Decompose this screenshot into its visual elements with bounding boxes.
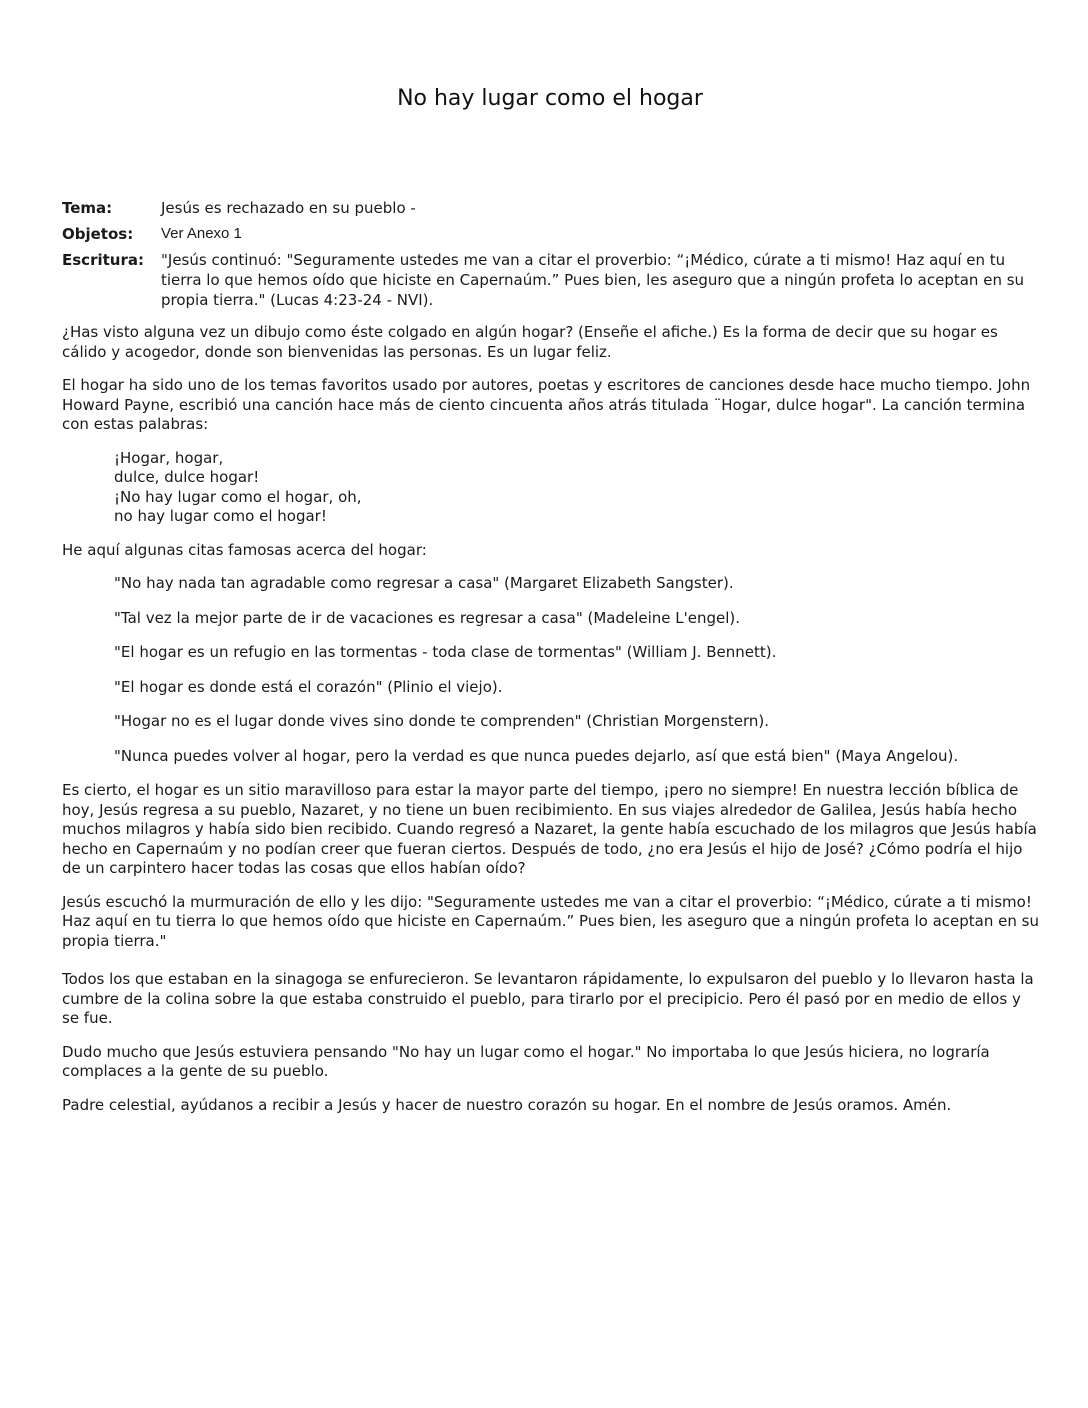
quote-item: "No hay nada tan agradable como regresar a casa" (Margaret Elizabeth Sangster). [114, 574, 734, 592]
song-verse [114, 449, 1042, 527]
quote-item: "El hogar es donde está el corazón" (Plinio el viejo). [114, 677, 503, 696]
quote-item: "Hogar no es el lugar donde vives sino donde te comprenden" (Christian Morgenstern). [114, 712, 770, 730]
paragraph-prayer: Padre celestial, ayúdanos a recibir a Jesús y hacer de nuestro corazón su hogar. En el nombre de Jesús oramos. Amén. [62, 1095, 952, 1114]
tema-label: Tema: [62, 199, 113, 217]
paragraph-synagogue: Todos los que estaban en la sinagoga se enfurecieron. Se levantaron rápidamente, lo expulsaron del pueblo y lo llevaron hasta la cumbre de la colina sobre la que estaba construido el pueblo, para tirarlo por el precipicio. Pero él pasó por en medio de ellos y se fue. [62, 970, 1034, 1027]
quote-item: "Nunca puedes volver al hogar, pero la verdad es que nunca puedes dejarlo, así que está bien" (Maya Angelou). [114, 746, 959, 765]
verse-line: ¡No hay lugar como el hogar, oh, [114, 487, 362, 506]
paragraph-intro: ¿Has visto alguna vez un dibujo como éste colgado en algún hogar? (Enseñe el afiche.) Es la forma de decir que su hogar es cálido y acogedor, donde son bienvenidas las personas. Es un lugar feliz. [62, 323, 998, 361]
page-title: No hay lugar como el hogar [397, 86, 703, 111]
paragraph-quotes-intro: He aquí algunas citas famosas acerca del hogar: [62, 540, 427, 559]
paragraph-story: Es cierto, el hogar es un sitio maravilloso para estar la mayor parte del tiempo, ¡pero no siempre! En nuestra lección bíblica de hoy, Jesús regresa a su pueblo, Nazaret, y no tiene un buen recibimiento. En sus viajes alrededor de Galilea, Jesús había hecho muchos milagros y había sido bien recibido. Cuando regresó a Nazaret, la gente había escuchado de los milagros que Jesús había hecho en Capernaúm y no podían creer que fueran ciertos. Después de todo, ¿no era Jesús el hijo de José? ¿Cómo podría el hijo de un carpintero hacer todas las cosas que ellos habían oído? [62, 781, 1037, 877]
lesson-meta [62, 198, 1042, 316]
meta-row-objetos [62, 224, 1042, 244]
objetos-label: Objetos: [62, 225, 134, 243]
verse-line: dulce, dulce hogar! [114, 468, 260, 486]
meta-row-escritura [62, 250, 1042, 310]
escritura-value: "Jesús continuó: "Seguramente ustedes me van a citar el proverbio: “¡Médico, cúrate a ti mismo! Haz aquí en tu tierra lo que hemos oído que hiciste en Capernaúm.” Pues bien, les aseguro que a ningún profeta lo aceptan en su propia tierra." (Lucas 4:23-24 - NVI). [161, 251, 1025, 309]
paragraph-song-intro: El hogar ha sido uno de los temas favoritos usado por autores, poetas y escritores de canciones desde hace mucho tiempo. John Howard Payne, escribió una canción hace más de ciento cincuenta años atrás titulada ¨Hogar, dulce hogar". La canción termina con estas palabras: [62, 376, 1031, 433]
tema-value: Jesús es rechazado en su pueblo - [161, 199, 416, 217]
quote-item: "Tal vez la mejor parte de ir de vacaciones es regresar a casa" (Madeleine L'engel). [114, 608, 741, 627]
verse-line: ¡Hogar, hogar, [114, 448, 224, 467]
meta-row-tema [62, 198, 1042, 218]
objetos-value: Ver Anexo 1 [161, 225, 242, 242]
paragraph-jesus-reply: Jesús escuchó la murmuración de ello y les dijo: "Seguramente ustedes me van a citar el proverbio: “¡Médico, cúrate a ti mismo! Haz aquí en tu tierra lo que hemos oído que hiciste en Capernaúm.” Pues bien, les aseguro que a ningún profeta lo aceptan en su propia tierra." [62, 892, 1039, 950]
paragraph-reflection: Dudo mucho que Jesús estuviera pensando "No hay un lugar como el hogar." No importaba lo que Jesús hiciera, no lograría complaces a la gente de su pueblo. [62, 1042, 990, 1080]
escritura-label: Escritura: [62, 251, 144, 269]
lesson-body [62, 323, 1042, 1129]
verse-line: no hay lugar como el hogar! [114, 507, 327, 525]
quote-item: "El hogar es un refugio en las tormentas - toda clase de tormentas" (William J. Bennett). [114, 643, 777, 661]
